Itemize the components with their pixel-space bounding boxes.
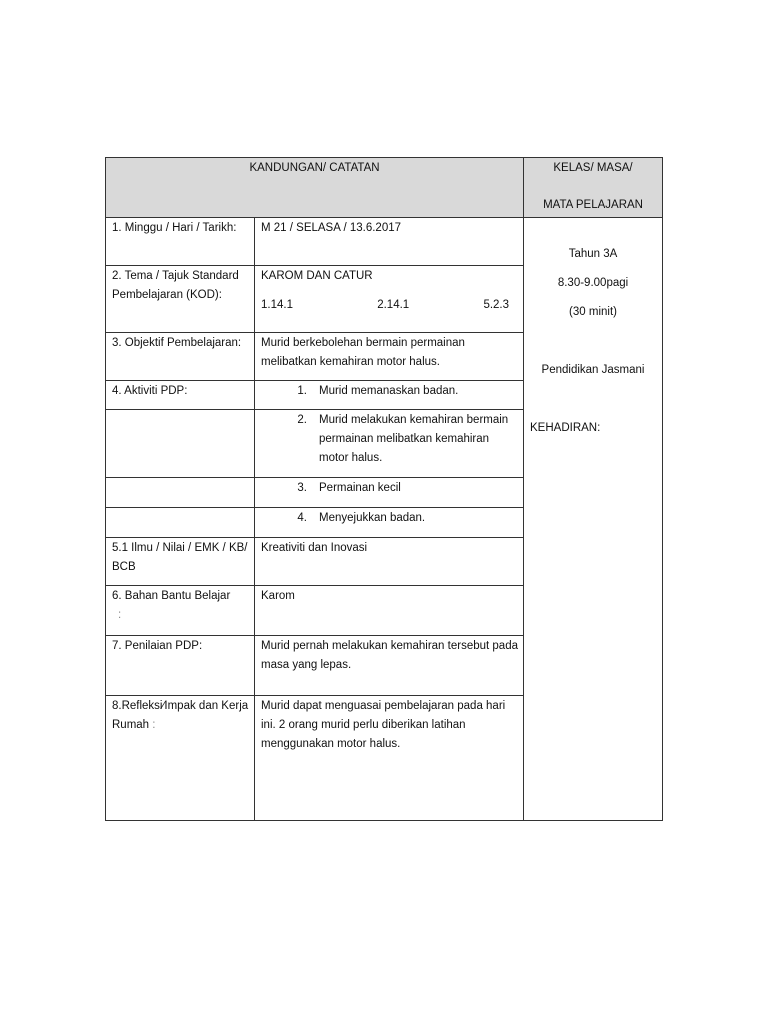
header-main-label: KANDUNGAN/ CATATAN <box>249 162 380 174</box>
subject-name: Pendidikan Jasmani <box>541 364 645 376</box>
activity-item: 2. Murid melakukan kemahiran bermain permainan melibatkan kemahiran motor halus. <box>255 410 524 478</box>
code-3: 5.2.3 <box>483 299 510 311</box>
value-knowledge-values: Kreativiti dan Inovasi <box>255 538 524 586</box>
header-content-notes <box>106 158 524 218</box>
label-objective: 3. Objektif Pembelajaran: <box>106 333 255 381</box>
code-2: 2.14.1 <box>377 299 410 311</box>
label-reflection-homework: 8.Refleksi∕Impak dan Kerja Rumah : <box>106 696 255 821</box>
value-assessment: Murid pernah melakukan kemahiran tersebut pada masa yang lepas. <box>255 636 524 696</box>
activity-item: 1. Murid memanaskan badan. <box>255 381 524 410</box>
lesson-time: 8.30-9.00pagi <box>557 277 629 289</box>
value-week-day-date: M 21 / SELASA / 13.6.2017 <box>255 218 524 266</box>
header-class-time-subject <box>524 158 663 218</box>
label-week-day-date: 1. Minggu / Hari / Tarikh: <box>106 218 255 266</box>
header-side-line1: KELAS/ MASA/ <box>553 162 633 174</box>
class-name: Tahun 3A <box>568 248 618 260</box>
value-teaching-aids: Karom <box>255 586 524 636</box>
empty-label-cell <box>106 508 255 538</box>
value-reflection-homework: Murid dapat menguasai pembelajaran pada hari ini. 2 orang murid perlu diberikan latihan menggunakan motor halus. <box>255 696 524 821</box>
label-activities: 4. Aktiviti PDP: <box>106 381 255 410</box>
value-theme-standard <box>255 266 524 333</box>
label-knowledge-values: 5.1 Ilmu / Nilai / EMK / KB/ BCB <box>106 538 255 586</box>
empty-label-cell <box>106 478 255 508</box>
code-1: 1.14.1 <box>261 299 293 311</box>
label-assessment: 7. Penilaian PDP: <box>106 636 255 696</box>
value-objective: Murid berkebolehan bermain permainan melibatkan kemahiran motor halus. <box>255 333 524 381</box>
lesson-plan-table <box>105 157 663 821</box>
attendance-label: KEHADIRAN: <box>530 422 601 434</box>
theme-title: KAROM DAN CATUR <box>261 270 373 282</box>
lesson-duration: (30 minit) <box>569 306 617 318</box>
label-theme-standard: 2. Tema / Tajuk Standard Pembelajaran (KOD): <box>106 266 255 333</box>
activity-item: 3. Permainan kecil <box>255 478 524 508</box>
side-info-cell <box>524 218 663 821</box>
label-teaching-aids: 6. Bahan Bantu Belajar : <box>106 586 255 636</box>
standard-codes <box>261 296 519 315</box>
empty-label-cell <box>106 410 255 478</box>
header-side-line2: MATA PELAJARAN <box>543 199 643 211</box>
activity-item: 4. Menyejukkan badan. <box>255 508 524 538</box>
